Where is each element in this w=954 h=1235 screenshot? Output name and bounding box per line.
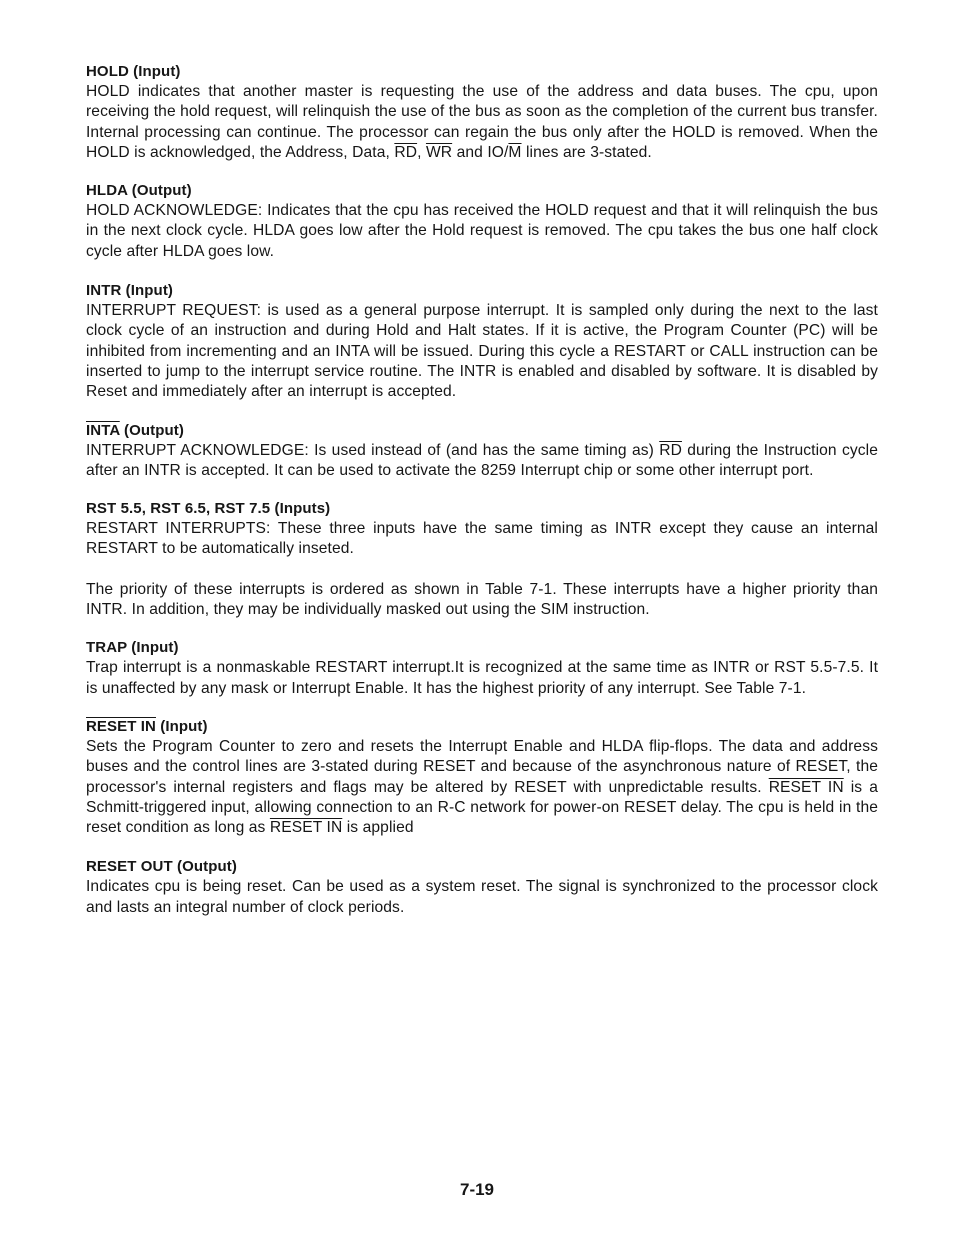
reset-in-signal: RESET IN — [86, 717, 156, 735]
text-reset-in: Sets the Program Counter to zero and resets the Interrupt Enable and HLDA flip-flops. The data and address buses and the control lines are 3-stated during RESET and because of the asynchronous nature of RESET, the processor's internal registers and flags may be altered by RESET with unpredictable results. RESET IN is a Schmitt-triggered input, allowing connection to an R-C network for power-on RESET delay. The cpu is held in the reset condition as long as RESET IN is applied — [86, 737, 878, 837]
section-rst — [86, 499, 878, 620]
section-inta — [86, 421, 878, 482]
inta-signal: INTA — [86, 421, 120, 439]
m-signal: $\overline{M}$ — [508, 143, 522, 161]
text-reset-out: Indicates cpu is being reset. Can be used as a system reset. The signal is synchronized to the processor clock and lasts an integral number of clock periods. — [86, 878, 878, 916]
text-hlda: HOLD ACKNOWLEDGE: Indicates that the cpu has received the HOLD request and that it will relinquish the bus in the next clock cycle. HLDA goes low after the Hold request is removed. The cpu takes the bus one half clock cycle after HLDA goes low. — [86, 202, 878, 260]
section-hold — [86, 62, 878, 163]
reset-in-signal: RESET IN — [768, 778, 844, 796]
heading-trap: TRAP (Input) — [86, 639, 179, 657]
page-number: 7-19 — [459, 1180, 495, 1199]
heading-reset-out: RESET OUT (Output) — [86, 858, 237, 876]
heading-hlda: HLDA (Output) — [86, 182, 192, 200]
section-intr — [86, 281, 878, 402]
text-hold: HOLD indicates that another master is requesting the use of the address and data buses. The cpu, upon receiving the hold request, will relinquish the use of the bus as soon as the completion of the current bus transfer. Internal processing can continue. The processor can regain the bus only after the HOLD is removed. When the HOLD is acknowledged, the Address, Data, $\overline{RD}$, $\overline{WR}$ and $IO/\overline{M}$ lines are 3-stated. — [86, 83, 878, 161]
reset-in-signal: RESET IN — [269, 819, 343, 837]
rd-signal: $\overline{RD}$ — [659, 441, 682, 459]
heading-intr: INTR (Input) — [86, 282, 174, 300]
rd-signal: $\overline{RD}$ — [394, 143, 418, 161]
text-rst-priority: The priority of these interrupts is ordered as shown in Table 7-1. These interrupts have a higher priority than INTR. In addition, they may be individually masked out using the SIM instruction. — [86, 580, 878, 619]
heading-rst: RST 5.5, RST 6.5, RST 7.5 (Inputs) — [86, 500, 331, 518]
section-reset-out — [86, 857, 878, 918]
text-inta: INTERRUPT ACKNOWLEDGE: Is used instead of (and has the same timing as) $\overline{RD}$ during the Instruction cycle after an INTR is accepted. It can be used to activate the 8259 Interrupt chip or some other interrupt port. — [86, 441, 878, 479]
wr-signal: $\overline{WR}$ — [425, 143, 453, 161]
section-reset-in — [86, 717, 878, 838]
heading-inta: INTA (Output) — [86, 421, 184, 439]
text-trap: Trap interrupt is a nonmaskable RESTART interrupt.It is recognized at the same time as INTR or RST 5.5-7.5. It is unaffected by any mask or Interrupt Enable. It has the highest priority of any interrupt. See Table 7-1. — [86, 659, 878, 697]
document-page — [86, 62, 878, 918]
text-intr: INTERRUPT REQUEST: is used as a general purpose interrupt. It is sampled only during the next to the last clock cycle of an instruction and during Hold and Halt states. If it is active, the Program Counter (PC) will be inhibited from incrementing and an INTA will be issued. During this cycle a RESTART or CALL instruction can be inserted to jump to the interrupt service routine. The INTR is enabled and disabled by software. It is disabled by Reset and immediately after an interrupt is accepted. — [86, 302, 878, 401]
heading-hold: HOLD (Input) — [86, 63, 181, 80]
section-hlda — [86, 181, 878, 262]
section-trap — [86, 638, 878, 699]
text-rst: RESTART INTERRUPTS: These three inputs have the same timing as INTR except they cause an internal RESTART to be automatically inseted. — [86, 520, 878, 558]
heading-reset-in: RESET IN (Input) — [86, 717, 208, 735]
